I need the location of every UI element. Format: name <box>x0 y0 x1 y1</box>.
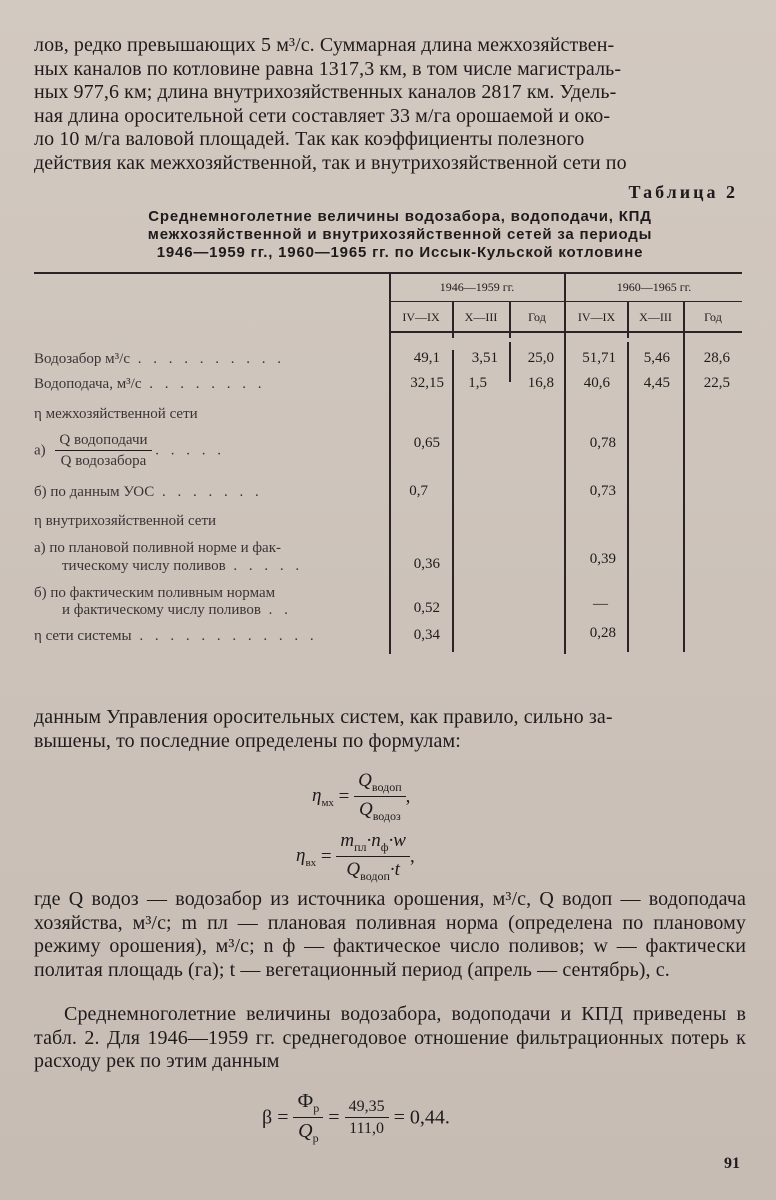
fraction-numerator: Q водоподачи <box>55 432 151 451</box>
cell: 4,45 <box>643 375 670 391</box>
cell: 25,0 <box>527 350 554 366</box>
table-top-rule <box>34 272 742 274</box>
table-divider <box>452 350 454 652</box>
row-label: η межхозяйственной сети <box>34 406 198 422</box>
text-line: лов, редко превышающих 5 м³/с. Суммарная длина межхозяйствен- <box>34 34 615 56</box>
row-label: η внутрихозяйственной сети <box>34 513 217 529</box>
cell: 5,46 <box>643 350 670 366</box>
cell: 0,52 <box>413 600 440 616</box>
cell: 0,65 <box>413 435 440 451</box>
text-line: ных каналов по котловине равна 1317,3 км, в том числе магистраль- <box>34 57 622 80</box>
cell: 49,1 <box>413 350 440 366</box>
cell: 0,28 <box>589 625 616 641</box>
row-label: а) $\frac{\text{Q водоподачи}}{\text{Q водозабора}}$ . . . . . <box>34 432 226 469</box>
formula-beta: β = $\frac{Ф_р}{Q_р}$ = $\frac{49,35}{111,0}$ = 0,44. <box>262 1090 450 1145</box>
text-line: ло 10 м/га валовой площадей. Так как коэффициенты полезного <box>34 128 585 150</box>
header-col: Год <box>528 310 546 324</box>
cell: 0,39 <box>589 551 616 567</box>
fraction-denominator: Q водозабора <box>60 453 147 469</box>
cell: 1,5 <box>468 375 487 391</box>
cell: 28,6 <box>703 350 730 366</box>
header-rule-period <box>390 301 742 302</box>
text-line: вышены, то последние определены по формулам: <box>34 729 461 752</box>
header-col: Год <box>704 310 722 324</box>
header-rule-bottom <box>390 331 742 333</box>
cell: 3,51 <box>471 350 498 366</box>
header-col: IV—IX <box>402 310 440 324</box>
paragraph-definitions: где Q водоз — водозабор из источника орошения, м³/с, Q водоп — водоподача хозяйства, м³/с; m пл — плановая поливная норма (определена по плановому режиму орошения), м³/с; n ф — фактическое число поливов; w — фактически политая площадь (га); t — вегетационный период (апрель — сентябрь), с. <box>34 888 746 981</box>
text-line: действия как межхозяйственной, так и внутрихозяйственной сети по <box>34 151 627 174</box>
header-period-1: 1946—1959 гг. <box>439 280 515 294</box>
row-label: и фактическому числу поливов . . <box>62 602 292 618</box>
cell: 22,5 <box>703 375 730 391</box>
cell: 0,73 <box>589 483 616 499</box>
formula-eta-mx: $\eta_{мх}$ = $\frac{Q_{водоп}}{Q_{водоз}}$ , <box>312 770 411 823</box>
row-label: а) по плановой поливной норме и фак- <box>34 540 282 556</box>
cell: 0,36 <box>413 556 440 572</box>
cell: 0,34 <box>413 627 440 643</box>
cell: 16,8 <box>527 375 554 391</box>
row-label: б) по данным УОС . . . . . . . <box>34 484 263 500</box>
cell: 51,71 <box>582 350 616 366</box>
formula-eta-vx: $\eta_{вх}$ = $\frac{m_{пл}\cdot n_ф\cdot w}{Q_{водоп}\cdot t}$ , <box>296 830 415 883</box>
cell: 0,78 <box>589 435 616 451</box>
table-label: Таблица 2 <box>628 182 738 202</box>
text-line: данным Управления оросительных систем, как правило, сильно за- <box>34 706 613 728</box>
cell: 32,15 <box>410 375 444 391</box>
cell: — <box>593 596 608 612</box>
caption-line: Среднемноголетние величины водозабора, водоподачи, КПД <box>148 208 652 225</box>
row-label: Водоподача, м³/с . . . . . . . . <box>34 376 266 392</box>
header-col: IV—IX <box>577 310 616 324</box>
table-caption <box>60 208 740 262</box>
table-divider <box>389 274 391 654</box>
header-period-2: 1960—1965 гг. <box>616 280 692 294</box>
caption-line: 1946—1959 гг., 1960—1965 гг. по Иссык-Кульской котловине <box>156 244 644 261</box>
paragraph-bottom: Среднемноголетние величины водозабора, водоподачи и КПД приведены в табл. 2. Для 1946—1959 гг. среднегодовое отношение фильтрационных потерь к расходу рек по этим данным <box>34 1003 746 1072</box>
caption-line: межхозяйственной и внутрихозяйственной сетей за периоды <box>147 226 653 243</box>
row-label: б) по фактическим поливным нормам <box>34 585 276 601</box>
cell: 40,6 <box>583 375 610 391</box>
row-label: Водозабор м³/с . . . . . . . . . . <box>34 351 285 367</box>
row-label: η сети системы . . . . . . . . . . . . <box>34 628 318 644</box>
header-col: X—III <box>464 310 498 324</box>
cell: 0,7 <box>409 483 428 499</box>
paragraph-top <box>34 34 746 175</box>
page-number: 91 <box>724 1155 740 1172</box>
paragraph-middle <box>34 706 746 753</box>
text-line: ная длина оросительной сети составляет 33 м/га орошаемой и око- <box>34 104 611 127</box>
header-col: X—III <box>639 310 672 324</box>
row-label: тическому числу поливов . . . . . <box>62 558 304 574</box>
text-line: ных 977,6 км; длина внутрихозяйственных каналов 2817 км. Удель- <box>34 81 617 103</box>
